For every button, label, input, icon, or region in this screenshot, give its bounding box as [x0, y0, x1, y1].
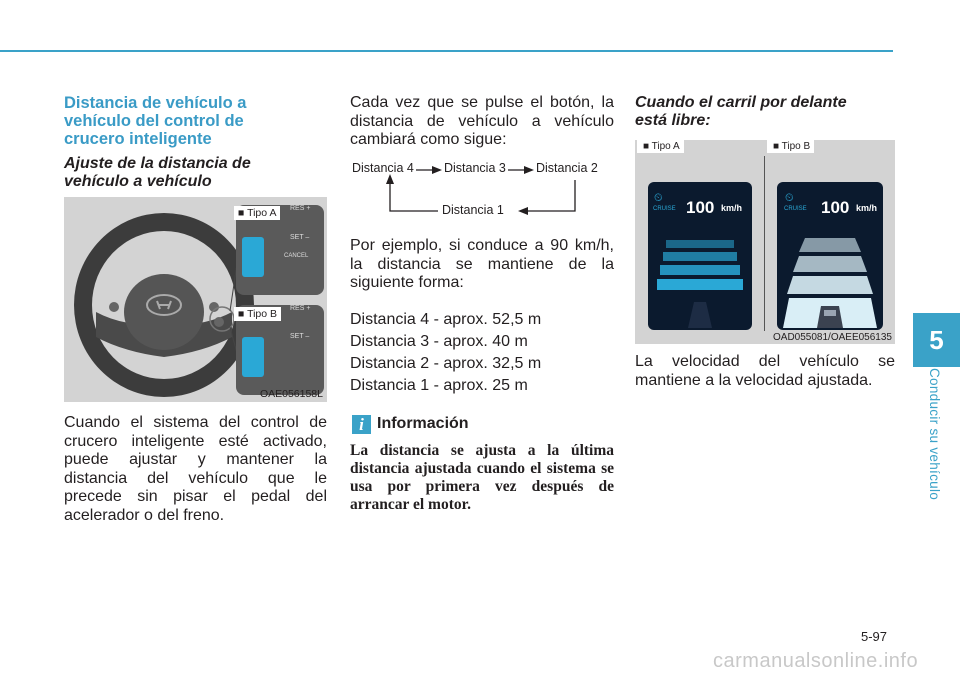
diagram-distance-1: Distancia 1: [442, 203, 504, 217]
cluster-figure: [635, 140, 895, 344]
distance-cycle-diagram: [350, 158, 614, 228]
diagram-distance-3: Distancia 3: [444, 161, 506, 175]
set-speed: 100: [821, 198, 850, 217]
diagram-distance-2: Distancia 2: [536, 161, 598, 175]
intro-paragraph: Cada vez que se pulse el botón, la distancia de vehículo a vehículo cambiará como sigue:: [350, 94, 614, 148]
cruise-label: CRUISE: [784, 206, 807, 212]
chapter-number-tab: 5: [913, 313, 960, 367]
label-tipo-b: ■ Tipo B: [234, 307, 281, 321]
distance-item: Distancia 1 - aprox. 25 m: [350, 377, 528, 394]
distance-item: Distancia 3 - aprox. 40 m: [350, 333, 528, 350]
steering-wheel-figure: [64, 197, 327, 402]
chapter-title-text: Conducir su vehículo: [927, 368, 942, 501]
label-tipo-b: ■ Tipo B: [767, 140, 814, 153]
figure-code: OAD055081/OAEE056135: [773, 332, 892, 343]
figure-code: OAE056158L: [259, 388, 323, 400]
section-heading: Distancia de vehículo a vehículo del control de crucero inteligente: [64, 94, 247, 148]
switch-set-a: SET –: [290, 234, 310, 241]
steering-wheel-illustration: [64, 197, 327, 402]
diagram-distance-4: Distancia 4: [352, 161, 414, 175]
page-number: 5-97: [861, 629, 888, 644]
label-tipo-a: ■ Tipo A: [637, 140, 684, 153]
cluster-type-b: [777, 182, 883, 330]
right-heading: Cuando el carril por delante está libre:: [635, 94, 847, 129]
cruise-icon: ⏲: [654, 192, 663, 204]
example-paragraph: Por ejemplo, si conduce a 90 km/h, la distancia se mantiene de la siguiente forma:: [350, 237, 614, 291]
cruise-icon: ⏲: [785, 192, 794, 204]
cluster-type-a: [648, 182, 752, 330]
switch-res-b: RES +: [290, 305, 311, 312]
switch-set-b: SET –: [290, 333, 310, 340]
information-text: La distancia se ajusta a la última distancia ajustada cuando el sistema se usa por primera vez después de arrancar el motor.: [350, 442, 614, 513]
label-tipo-a: ■ Tipo A: [234, 206, 280, 220]
right-paragraph: La velocidad del vehículo se mantiene a la velocidad ajustada.: [635, 353, 895, 389]
distance-item: Distancia 2 - aprox. 32,5 m: [350, 355, 542, 372]
information-icon: i: [352, 415, 371, 434]
top-rule: [0, 50, 893, 52]
panel-divider: [764, 156, 765, 331]
set-speed: 100: [686, 198, 715, 217]
left-paragraph: Cuando el sistema del control de crucero inteligente esté activado, puede ajustar y mantener la distancia del vehículo que le precede sin pisar el pedal del acelerador o del freno.: [64, 414, 327, 524]
chapter-title: [922, 368, 944, 508]
cruise-label: CRUISE: [653, 206, 676, 212]
speed-unit: km/h: [856, 203, 878, 213]
speed-unit: km/h: [721, 203, 743, 213]
information-title: Información: [377, 415, 469, 432]
subheading: Ajuste de la distancia de vehículo a vehículo: [64, 155, 251, 190]
distance-item: Distancia 4 - aprox. 52,5 m: [350, 311, 542, 328]
switch-res-a: RES +: [290, 205, 311, 212]
watermark: carmanualsonline.info: [713, 650, 919, 672]
switch-cancel-a: CANCEL: [284, 253, 309, 259]
